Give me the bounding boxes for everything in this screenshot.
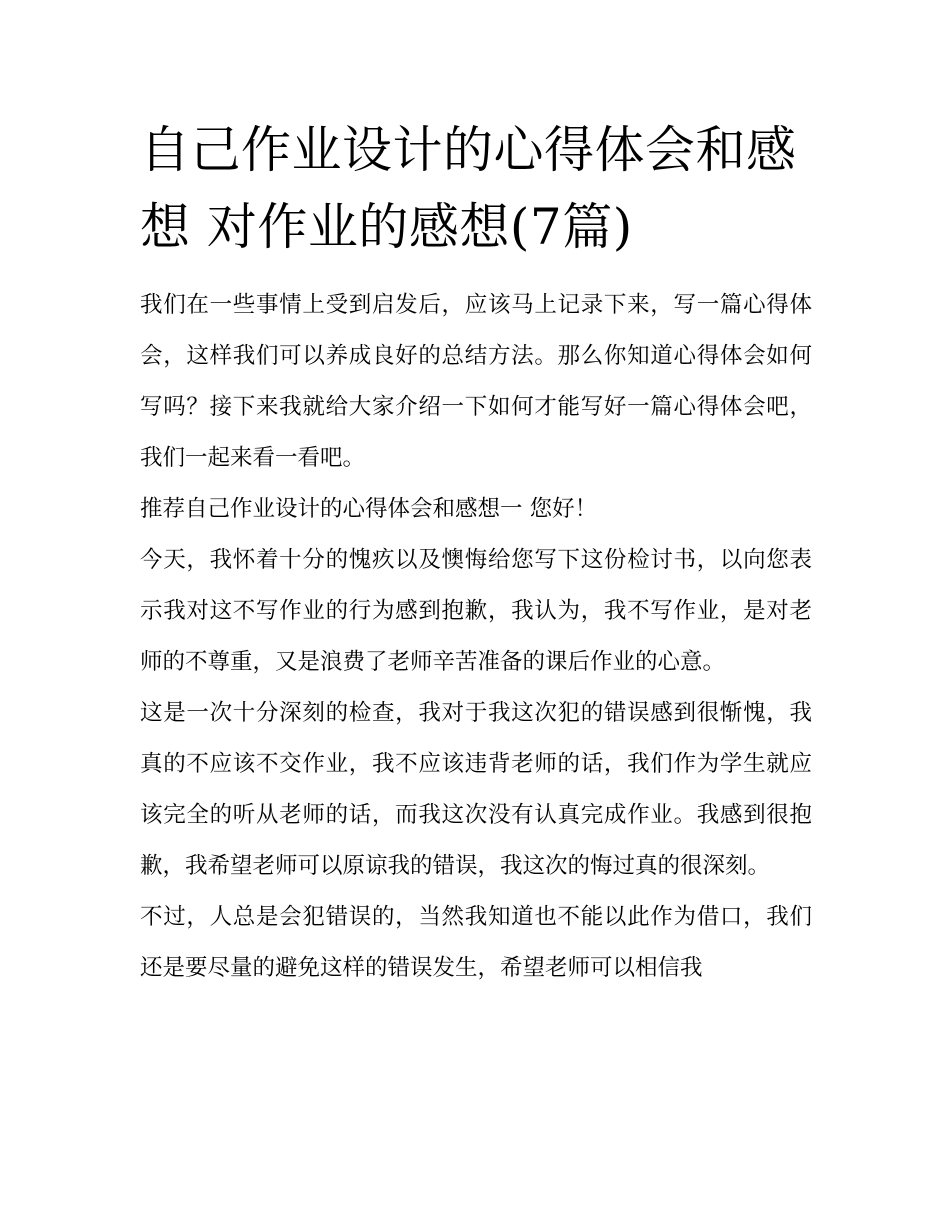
paragraph-recommend-heading: 推荐自己作业设计的心得体会和感想一 您好！ <box>140 496 598 522</box>
paragraph-intro: 我们在一些事情上受到启发后，应该马上记录下来，写一篇心得体会，这样我们可以养成良好的总结方法。那么你知道心得体会如何写吗？接下来我就给大家介绍一下如何才能写好一篇心得体会吧，我们一起来看一看吧。 <box>140 292 812 471</box>
paragraph-reflection: 这是一次十分深刻的检查，我对于我这次犯的错误感到很惭愧，我真的不应该不交作业，我不应该违背老师的话，我们作为学生就应该完全的听从老师的话，而我这次没有认真完成作业。我感到很抱歉，我希望老师可以原谅我的错误，我这次的悔过真的很深刻。 <box>140 700 812 879</box>
paragraph-closing: 不过，人总是会犯错误的，当然我知道也不能以此作为借口，我们还是要尽量的避免这样的错误发生，希望老师可以相信我 <box>140 904 812 981</box>
document-title: 自己作业设计的心得体会和感想 对作业的感想(7篇) <box>140 121 797 256</box>
document-page <box>140 112 812 994</box>
paragraph-apology: 今天，我怀着十分的愧疚以及懊悔给您写下这份检讨书，以向您表示我对这不写作业的行为感到抱歉，我认为，我不写作业，是对老师的不尊重，又是浪费了老师辛苦准备的课后作业的心意。 <box>140 547 812 675</box>
